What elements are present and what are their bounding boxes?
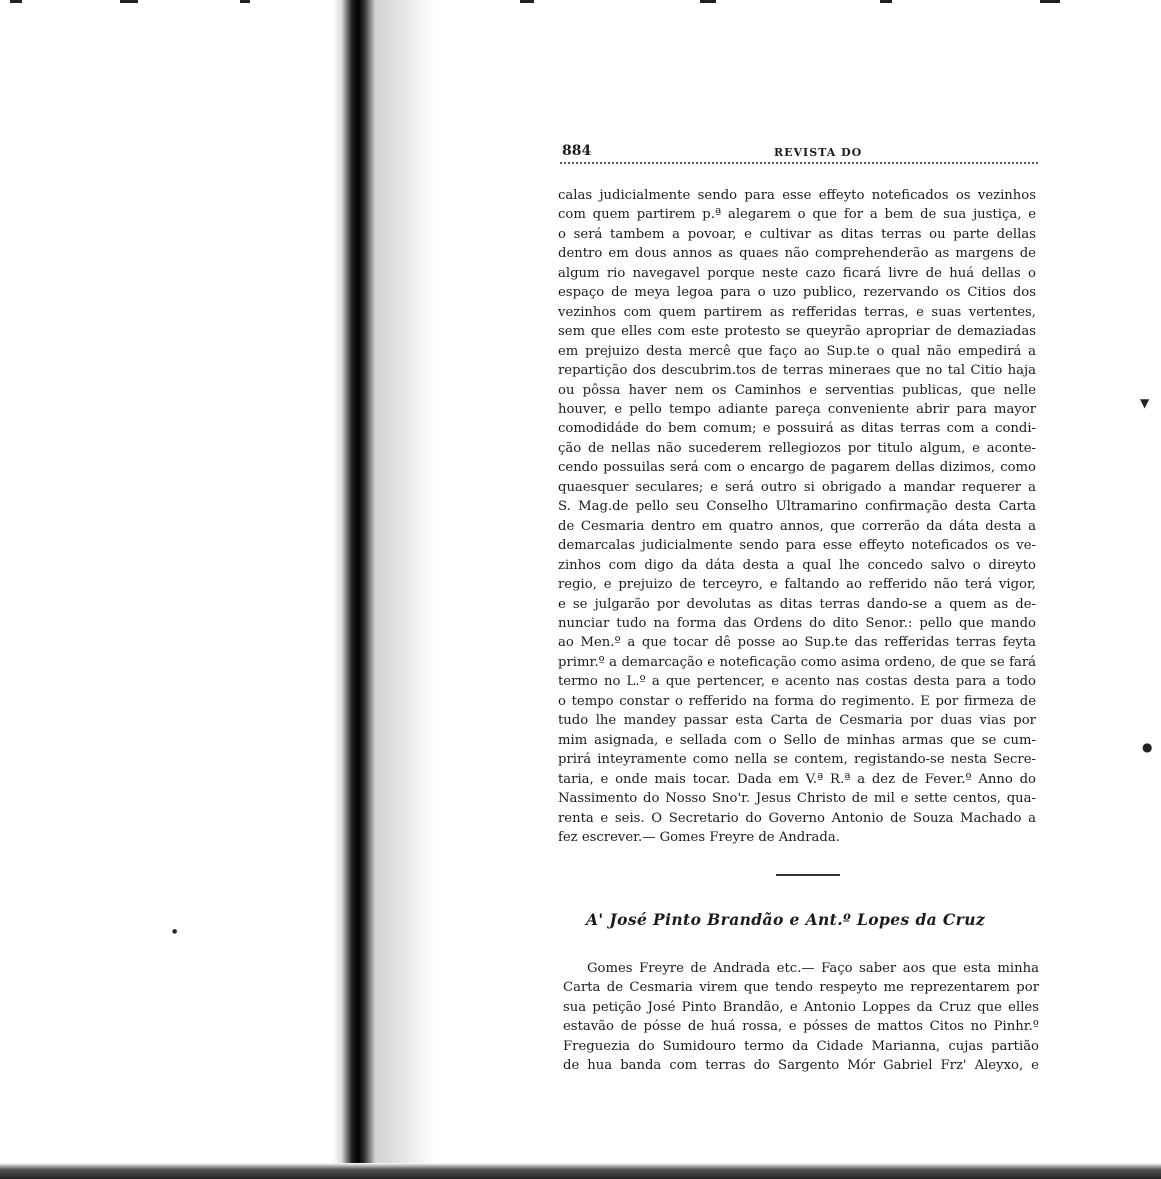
text-line: em prejuizo desta mercê que faço ao Sup.te o qual não empedirá a <box>558 343 1036 359</box>
text-line: renta e seis. O Secretario do Governo Antonio de Souza Machado a <box>558 810 1036 826</box>
text-line: houver, e pello tempo adiante pareça conveniente abrir para mayor <box>558 401 1036 417</box>
scan-top-edge <box>0 0 1161 16</box>
text-line: com quem partirem p.ª alegarem o que for a bem de sua justiça, e <box>558 207 1036 223</box>
text-line: o tempo constar o refferido na forma do regimento. E por firmeza de <box>558 693 1036 709</box>
text-line: ção de nellas não sucederem rellegiozos por titulo algum, e aconte- <box>558 440 1036 456</box>
text-line: comodidáde do bem comum; e possuirá as ditas terras com a condi- <box>558 421 1036 437</box>
text-line: regio, e prejuizo de terceyro, e faltando ao refferido não terá vigor, <box>558 577 1036 593</box>
section-separator <box>776 874 840 876</box>
left-page-dot-mark: ● <box>172 928 178 935</box>
text-line: de hua banda com terras do Sargento Mór Gabriel Frz' Aleyxo, e <box>563 1058 1039 1074</box>
text-line: ou pôssa haver nem os Caminhos e serventias publicas, que nelle <box>558 382 1036 398</box>
text-line: nunciar tudo na forma das Ordens do dito Senor.: pello que mando <box>558 615 1036 631</box>
text-line: espaço de meya legoa para o uzo publico, rezervando os Citios dos <box>558 285 1036 301</box>
text-line: e se julgarão por devolutas as ditas terras dando-se a quem as de- <box>558 596 1036 612</box>
text-line: demarcalas judicialmente sendo para esse effeyto noteficados os ve- <box>558 538 1036 554</box>
text-line: termo no L.º a que pertencer, e acento nas costas desta para a todo <box>558 674 1036 690</box>
text-line: primr.º a demarcação e noteficação como asima ordeno, de que se fará <box>558 654 1036 670</box>
text-line: dentro em dous annos as quaes não comprehenderão as margens de <box>558 246 1036 262</box>
text-line: cendo possuilas será com o encargo de pagarem dellas dizimos, como <box>558 460 1036 476</box>
text-line: Carta de Cesmaria virem que tendo respeyto me reprezentarem por <box>563 980 1039 996</box>
text-line: prirá inteyramente como nella se contem, registando-se nesta Secre- <box>558 752 1036 768</box>
section-title: A' José Pinto Brandão e Ant.º Lopes da Cruz <box>586 910 986 929</box>
text-line: Nassimento do Nosso Sno'r. Jesus Christo de mil e sette centos, qua- <box>558 791 1036 807</box>
gutter-shadow <box>375 0 435 1179</box>
text-line: quaesquer seculares; e será outro si obrigado a mandar requerer a <box>558 479 1036 495</box>
section-text <box>563 959 1039 1075</box>
text-line: estavão de pósse de huá rossa, e pósses de mattos Citos no Pinhr.º <box>563 1019 1039 1035</box>
text-line: calas judicialmente sendo para esse effeyto noteficados os vezinhos <box>558 188 1036 203</box>
text-line: repartição dos descubrim.tos de terras mineraes que no tal Citio haja <box>558 363 1036 379</box>
text-line: taria, e onde mais tocar. Dada em V.ª R.ª a dez de Fever.º Anno do <box>558 771 1036 787</box>
text-line: de Cesmaria dentro em quatro annos, que correrão da dáta desta a <box>558 518 1036 534</box>
body-text <box>558 186 1036 847</box>
page-number: 884 <box>562 143 592 159</box>
margin-arrow-mark: ▼ <box>1140 396 1150 410</box>
text-line: Gomes Freyre de Andrada etc.— Faço saber aos que esta minha <box>587 961 1039 976</box>
text-line: o será tambem a povoar, e cultivar as ditas terras ou parte dellas <box>558 226 1036 242</box>
text-line: mim asignada, e sellada com o Sello de minhas armas que se cum- <box>558 732 1036 748</box>
text-line: Freguezia do Sumidouro termo da Cidade Marianna, cujas partião <box>563 1038 1039 1054</box>
text-line: fez escrever.— Gomes Freyre de Andrada. <box>558 829 840 845</box>
text-line: sem que elles com este protesto se queyrão apropriar de demaziadas <box>558 324 1036 340</box>
text-line: vezinhos com quem partirem as refferidas terras, e suas vertentes, <box>558 304 1036 320</box>
text-line: ao Men.º a que tocar dê posse ao Sup.te das refferidas terras feyta <box>558 635 1036 651</box>
margin-dot-mark: ● <box>1142 740 1153 754</box>
text-line: tudo lhe mandey passar esta Carta de Cesmaria por duas vias por <box>558 713 1036 729</box>
book-spine-gutter <box>333 0 375 1179</box>
running-head: REVISTA DO <box>774 146 863 159</box>
text-line: zinhos com digo da dáta desta a qual lhe concedo salvo o direyto <box>558 557 1036 573</box>
text-line: algum rio navegavel porque neste cazo ficará livre de huá dellas o <box>558 265 1036 281</box>
header-rule <box>560 162 1038 164</box>
scan-bottom-edge <box>0 1163 1161 1179</box>
text-line: sua petição José Pinto Brandão, e Antonio Loppes da Cruz que elles <box>563 999 1039 1015</box>
text-line: S. Mag.de pello seu Conselho Ultramarino confirmação desta Carta <box>558 499 1036 515</box>
